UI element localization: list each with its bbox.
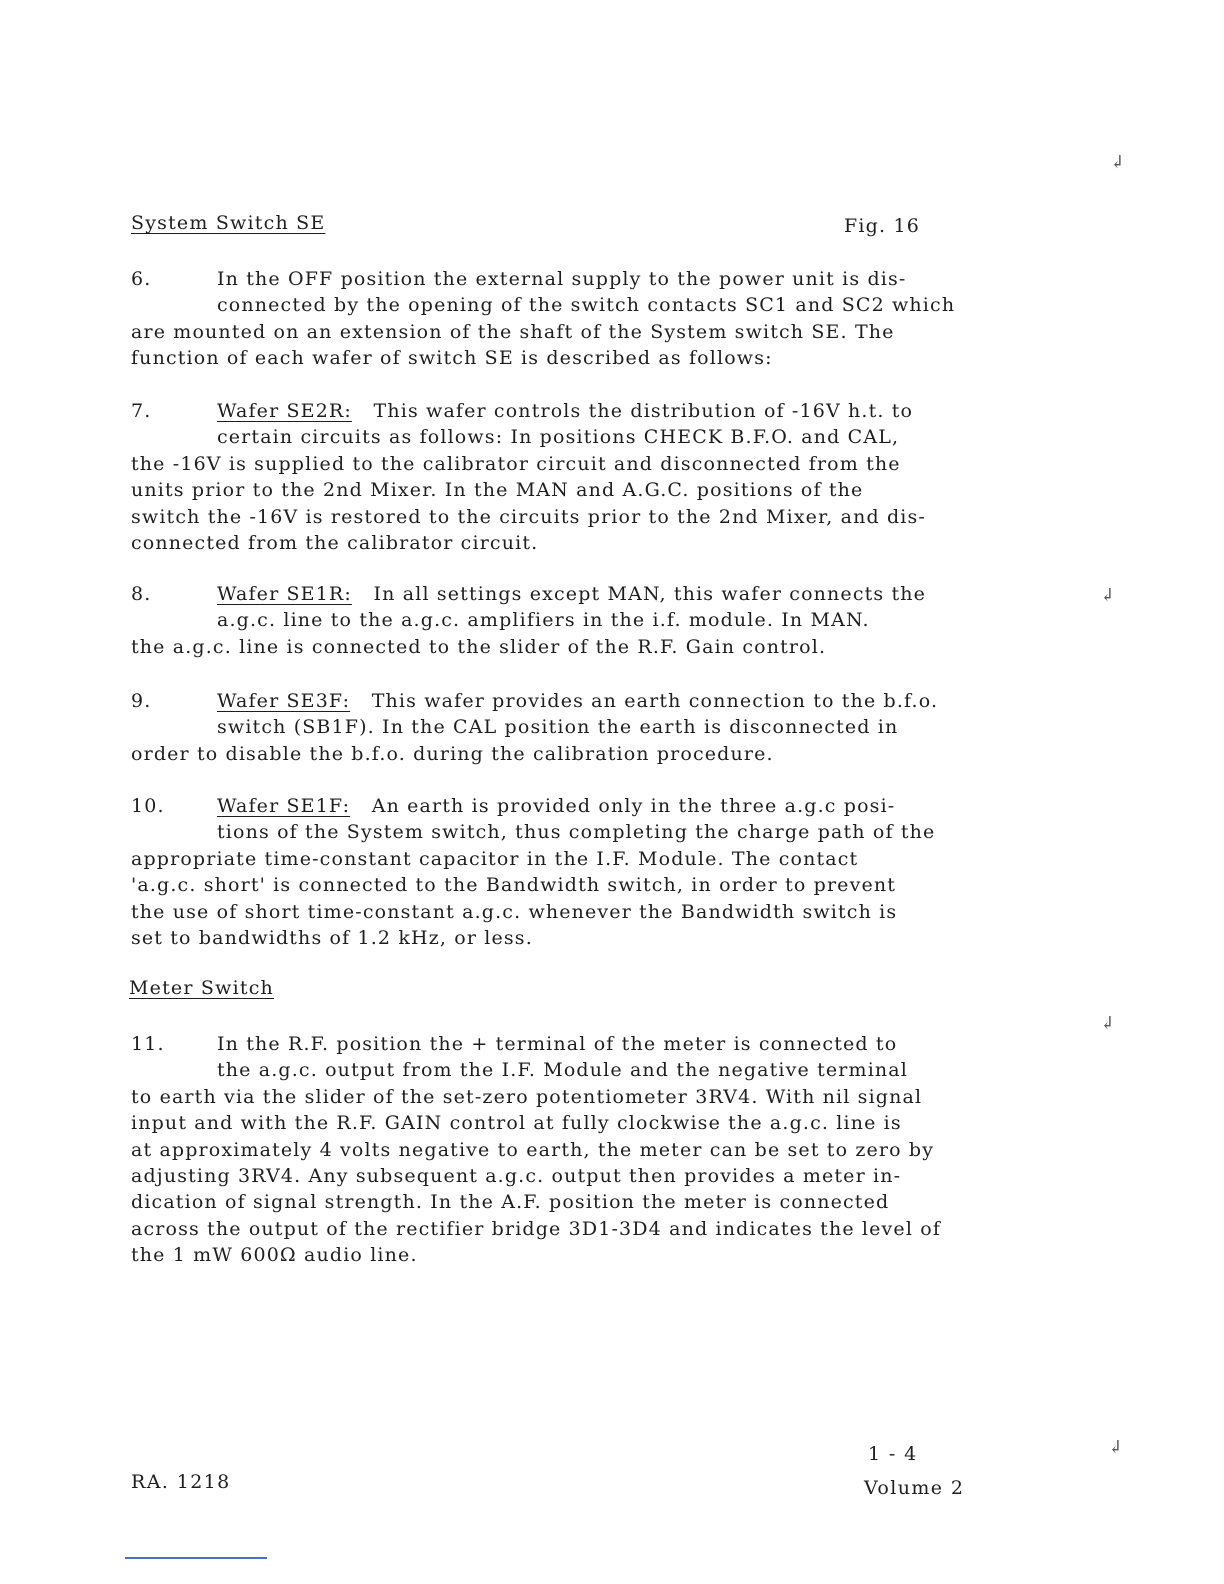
paragraph-line: order to disable the b.f.o. during the calibration procedure. — [131, 742, 774, 765]
paragraph-number: 9. — [131, 690, 152, 712]
paragraph-6 — [131, 266, 991, 372]
paragraph-line: set to bandwidths of 1.2 kHz, or less. — [131, 926, 533, 949]
paragraph-line: An earth is provided only in the three a.g.c posi- — [371, 795, 896, 817]
paragraph-line: input and with the R.F. GAIN control at fully clockwise the a.g.c. line is — [131, 1112, 902, 1135]
binding-mark-icon: ↲ — [1100, 1013, 1116, 1034]
paragraph-line: at approximately 4 volts negative to earth, the meter can be set to zero by — [131, 1138, 935, 1161]
paragraph-line: the a.g.c. output from the I.F. Module and the negative terminal — [217, 1059, 909, 1082]
paragraph-line: switch the -16V is restored to the circuits prior to the 2nd Mixer, and dis- — [131, 505, 926, 528]
paragraph-line: 'a.g.c. short' is connected to the Bandwidth switch, in order to prevent — [131, 874, 897, 897]
section-heading-meter-switch: Meter Switch — [129, 977, 274, 999]
paragraph-line: are mounted on an extension of the shaft of the System switch SE. The — [131, 320, 895, 343]
volume-label: Volume 2 — [864, 1477, 965, 1499]
paragraph-line: tions of the System switch, thus completing the charge path of the — [217, 821, 936, 844]
paragraph-number: 10. — [131, 795, 165, 817]
paragraph-line: units prior to the 2nd Mixer. In the MAN and A.G.C. positions of the — [131, 479, 864, 502]
paragraph-number: 8. — [131, 583, 152, 605]
paragraph-line: In the R.F. position the + terminal of the meter is connected to — [217, 1033, 898, 1055]
paragraph-8 — [131, 581, 991, 660]
paragraph-line: across the output of the rectifier bridge 3D1-3D4 and indicates the level of — [131, 1217, 942, 1240]
paragraph-line: switch (SB1F). In the CAL position the earth is disconnected in — [217, 716, 899, 739]
wafer-label: Wafer SE3F: — [217, 690, 351, 712]
binding-mark-icon: ↲ — [1100, 585, 1116, 606]
paragraph-number: 11. — [131, 1033, 165, 1055]
paragraph-line: certain circuits as follows: In positions CHECK B.F.O. and CAL, — [217, 426, 900, 449]
paragraph-line: to earth via the slider of the set-zero potentiometer 3RV4. With nil signal — [131, 1085, 923, 1108]
figure-reference: Fig. 16 — [844, 215, 921, 237]
paragraph-line: a.g.c. line to the a.g.c. amplifiers in the i.f. module. In MAN. — [217, 609, 870, 632]
paragraph-line: the 1 mW 600Ω audio line. — [131, 1244, 418, 1267]
paragraph-number: 6. — [131, 268, 152, 290]
page-number: 1 - 4 — [868, 1443, 918, 1465]
paragraph-line: function of each wafer of switch SE is described as follows: — [131, 347, 773, 370]
paragraph-line: This wafer controls the distribution of -16V h.t. to — [373, 400, 914, 422]
section-heading-system-switch: System Switch SE — [131, 212, 326, 234]
paragraph-line: connected by the opening of the switch contacts SC1 and SC2 which — [217, 294, 956, 317]
paragraph-line: In the OFF position the external supply to the power unit is dis- — [217, 268, 907, 290]
paragraph-7 — [131, 398, 991, 556]
paragraph-line: the use of short time-constant a.g.c. whenever the Bandwidth switch is — [131, 900, 898, 923]
paragraph-9 — [131, 688, 991, 767]
wafer-label: Wafer SE1F: — [217, 795, 351, 817]
bottom-rule-divider — [125, 1557, 267, 1559]
paragraph-11 — [131, 1031, 991, 1269]
paragraph-line: adjusting 3RV4. Any subsequent a.g.c. output then provides a meter in- — [131, 1164, 902, 1187]
paragraph-line: This wafer provides an earth connection to the b.f.o. — [371, 690, 939, 712]
paragraph-line: the a.g.c. line is connected to the slider of the R.F. Gain control. — [131, 635, 827, 658]
paragraph-line: appropriate time-constant capacitor in the I.F. Module. The contact — [131, 847, 859, 870]
wafer-label: Wafer SE1R: — [217, 583, 352, 605]
paragraph-line: In all settings except MAN, this wafer connects the — [373, 583, 927, 605]
paragraph-number: 7. — [131, 400, 152, 422]
wafer-label: Wafer SE2R: — [217, 400, 352, 422]
binding-mark-icon: ↲ — [1110, 152, 1126, 173]
document-id: RA. 1218 — [131, 1471, 231, 1493]
paragraph-10 — [131, 793, 991, 951]
paragraph-line: the -16V is supplied to the calibrator circuit and disconnected from the — [131, 452, 901, 475]
paragraph-line: dication of signal strength. In the A.F. position the meter is connected — [131, 1191, 890, 1214]
binding-mark-icon: ↲ — [1108, 1437, 1124, 1458]
paragraph-line: connected from the calibrator circuit. — [131, 531, 539, 554]
